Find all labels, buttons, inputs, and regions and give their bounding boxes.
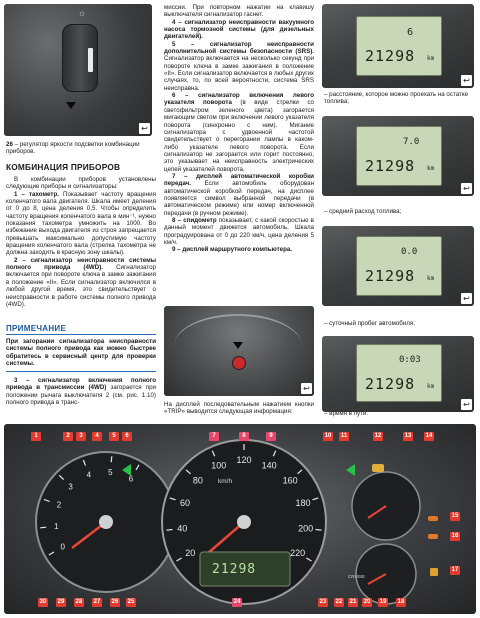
lcd3-odo: 21298 [365,267,416,285]
cluster-odo: 21298 [212,562,257,577]
item2-head: 2 – сигнализатор неисправности системы полного привода (4WD). [6,256,156,272]
middle-p0: миссии. При повторном нажатии на клавишу выключателя сигнализатор гаснет. [164,4,314,19]
item8-para [164,217,314,246]
callout-12: 12 [374,433,382,439]
item8-head: 8 – спидометр [172,216,217,224]
dial-tick-label: 120 [236,455,252,465]
dial-tick-label: 3 [68,482,73,492]
trip-pointer-arrow [233,342,243,349]
item6-para [164,92,314,173]
callout-20: 20 [363,599,371,605]
callout-5: 5 [109,432,119,441]
lcd4-odo: 21298 [365,375,416,393]
lcd-caption-3: – суточный пробег автомобиля; [324,320,415,327]
dial-tick-label: 2 [56,500,62,510]
callout-18: 18 [397,599,405,605]
dial-tick-label: 220 [290,548,306,558]
item1-para [6,191,156,257]
callout-19: 19 [379,599,387,605]
callout-3: 3 [76,432,86,441]
lcd-caption-4: – время в пути. [324,410,369,417]
pointer-arrow [66,102,76,109]
callout-10: 10 [324,433,332,439]
turn-signal-icon-2 [346,464,355,476]
brake-warning-icon [372,464,384,472]
dial-tick-label: 5 [108,467,113,477]
middle-body [164,4,314,254]
callout-11: 11 [340,433,348,439]
item9-para [164,246,314,253]
lcd1-odo: 21298 [365,47,416,65]
callout-7: 7 [209,432,219,441]
item9-head: 9 – дисплей маршрутного компьютера. [172,246,293,254]
dial-tick-label: 40 [177,523,188,534]
dial-tick-mark [166,530,172,531]
lcd-photo-2 [322,116,474,196]
item4-head: 4 – сигнализатор неисправности вакуумного насоса тормозной системы (для дизельных двигателей). [164,18,314,41]
speed-unit: km/h [218,478,233,485]
lcd1-top: 6 [407,27,414,38]
brightness-control-photo [4,4,152,136]
brightness-icon: ☼ [77,8,87,18]
dial-tick-mark [111,456,112,462]
callout-30: 30 [39,599,47,605]
section-title: КОМБИНАЦИЯ ПРИБОРОВ [6,162,121,172]
item3-head: 3 – сигнализатор включения полного привода в трансмиссии (4WD) [6,377,156,392]
door-warning-icon [428,516,438,521]
dial-tick-label: 0 [60,542,65,552]
lcd4-top: 0:03 [399,355,421,365]
item7-para [164,173,314,217]
item5-para [164,41,314,92]
turn-signal-icon [122,464,131,476]
page-corner-icon: ↩ [460,292,473,305]
item4-para [164,19,314,41]
lcd-photo-4 [322,336,474,412]
left-body [6,176,156,308]
lcd-caption-2: – средний расход топлива; [324,208,402,215]
callout-8: 8 [239,432,249,441]
intro-para: В комбинации приборов установлены следующие приборы и сигнализаторы: [6,176,156,191]
cluster-svg [4,424,476,614]
callout-17: 17 [451,567,459,573]
trip-intro: На дисплей последовательным нажатием кнопки «TRIP» выводится следующая информация: [164,401,314,416]
callout-4: 4 [92,432,102,441]
callout-21: 21 [349,599,357,605]
callout-27: 27 [93,599,101,605]
callout-29: 29 [57,599,65,605]
callout-25: 25 [127,599,135,605]
note-body: При загорании сигнализатора неисправности системы полного привода как можно быстрее обратитесь в сервисный центр для проверки системы. [6,338,156,368]
item8-body: показывает, с какой скоростью в данный момент движется автомобиль. Шкала проградуирована от 0 до 220 км/ч, цена деления 5 км/ч. [164,216,314,246]
photo-caption-text: – регулятор яркости подсветки комбинации приборов. [6,141,140,156]
callout-14: 14 [425,433,433,439]
item5-body: Сигнализатор включается на несколько секунд при повороте ключа в замке зажигания в положение «II». Если сигнализатор включается в любых других случаях, то, по всей вероятности, система SRS неисправна. [164,55,314,92]
callout-24: 24 [233,599,241,605]
page-corner-icon: ↩ [300,382,313,395]
dial-tick-label: 180 [295,497,311,508]
callout-22: 22 [335,599,343,605]
item3-para [6,377,156,406]
dial-tick-label: 200 [298,523,314,534]
dial-tick-label: 80 [192,475,203,486]
lcd1-unit: km [427,55,435,62]
dial-tick-label: 6 [128,474,134,484]
note-title: ПРИМЕЧАНИЕ [6,324,67,333]
callout-6: 6 [122,432,132,441]
dial-tick-label: 20 [185,548,196,558]
callout-2: 2 [63,432,73,441]
lcd-display-4 [356,344,442,402]
dial-tick-mark [316,530,322,531]
callout-28: 28 [75,599,83,605]
seatbelt-warning-icon [428,534,438,539]
photo-caption-num: 26 [6,141,13,148]
page-corner-icon: ↩ [460,182,473,195]
fuel-warning-icon [430,568,438,576]
lcd-photo-1 [322,4,474,88]
item7-head: 7 – дисплей автоматической коробки передач. [164,172,314,188]
lcd3-top: 0.0 [401,247,418,257]
lcd-display-2 [356,126,442,186]
lcd-photo-3 [322,226,474,306]
lcd3-unit: km [427,275,435,282]
callout-9: 9 [266,432,276,441]
brightness-knob-slot [88,48,93,72]
item6-body: (в виде стрелки со светофильтром зеленого цвета) загорается мигающим светом при включении левого указателя поворота (синхронно с ним). Мигание сигнализатора с удвоенной частотой свидетельствует о перегорании лампы в каком-либо указателе левого поворота. Если сигнализатор не загорается или горит постоянно, это указывает на неисправность электрических цепей указателей поворота. [164,99,314,173]
item7-body: Если автомобиль оборудован автоматической коробкой передач, на дисплее появляется символ выбранной передачи (в автоматическом режиме) или номер включенной передачи (в ручном режиме). [164,180,314,217]
lcd-display-3 [356,236,442,296]
dial-tick-mark [40,527,46,528]
callout-15: 15 [451,513,459,519]
item3-body: загорается при положении рычага выключателя 2 (см. рис. 1.10) полного привода в транс- [6,384,156,407]
callout-13: 13 [404,433,412,439]
lcd2-unit: km [427,165,435,172]
cruise-label: CRUISE [348,574,366,579]
lcd-display-1 [356,16,442,76]
dial-tick-label: 60 [179,497,191,508]
callout-16: 16 [451,533,459,539]
lcd4-unit: km [427,383,435,390]
item1-head: 1 – тахометр. [14,190,59,198]
dial-tick-label: 1 [53,522,59,531]
callout-26: 26 [111,599,119,605]
trip-button [232,356,246,370]
item5-head: 5 – сигнализатор неисправности дополнительной системы безопасности (SRS). [164,40,314,56]
page-corner-icon: ↩ [460,74,473,87]
tachometer-hub [99,515,113,529]
dial-tick-label: 4 [86,470,92,480]
photo-caption [6,141,156,156]
lcd2-odo: 21298 [365,157,416,175]
dial-tick-label: 100 [211,460,227,471]
lcd-caption-1: – расстояние, которое можно проехать на остатке топлива; [324,91,469,106]
dial-tick-label: 160 [282,475,298,486]
callout-1: 1 [31,432,41,441]
dial-tick-label: 140 [261,460,277,471]
item1-body: Показывает частоту вращения коленчатого вала двигателя. Шкала имеет деления от 0 до 8, цена деления 0,5. Чтобы определить частоту вращения коленчатого вала в мин⁻¹, нужно показания тахометра умножить на 1000. Во избежание выхода двигателя из строя запрещается превышать максимально допустимую частоту вращения коленчатого вала (стрелка тахометра не должна заходить в красную зону шкалы). [6,190,156,257]
item2-para [6,257,156,308]
note-rule-top [6,334,156,335]
note-rule-bottom [6,371,156,372]
item6-head: 6 – сигнализатор включения левого указателя поворота [164,92,314,107]
speedometer-hub [237,515,251,529]
instrument-cluster-photo [4,424,476,614]
page-corner-icon: ↩ [138,122,151,135]
page-corner-icon: ↩ [460,398,473,411]
item3-block [6,377,156,406]
item2-body: Сигнализатор включается при повороте ключа в замке зажигания в положение «II». Если сигнализатор включился в любой другой время, это свидетельствует о неисправности в работе системы полного привода (4WD). [6,264,156,308]
trip-button-photo [164,306,314,396]
lcd2-top: 7.0 [403,137,420,147]
callout-23: 23 [319,599,327,605]
